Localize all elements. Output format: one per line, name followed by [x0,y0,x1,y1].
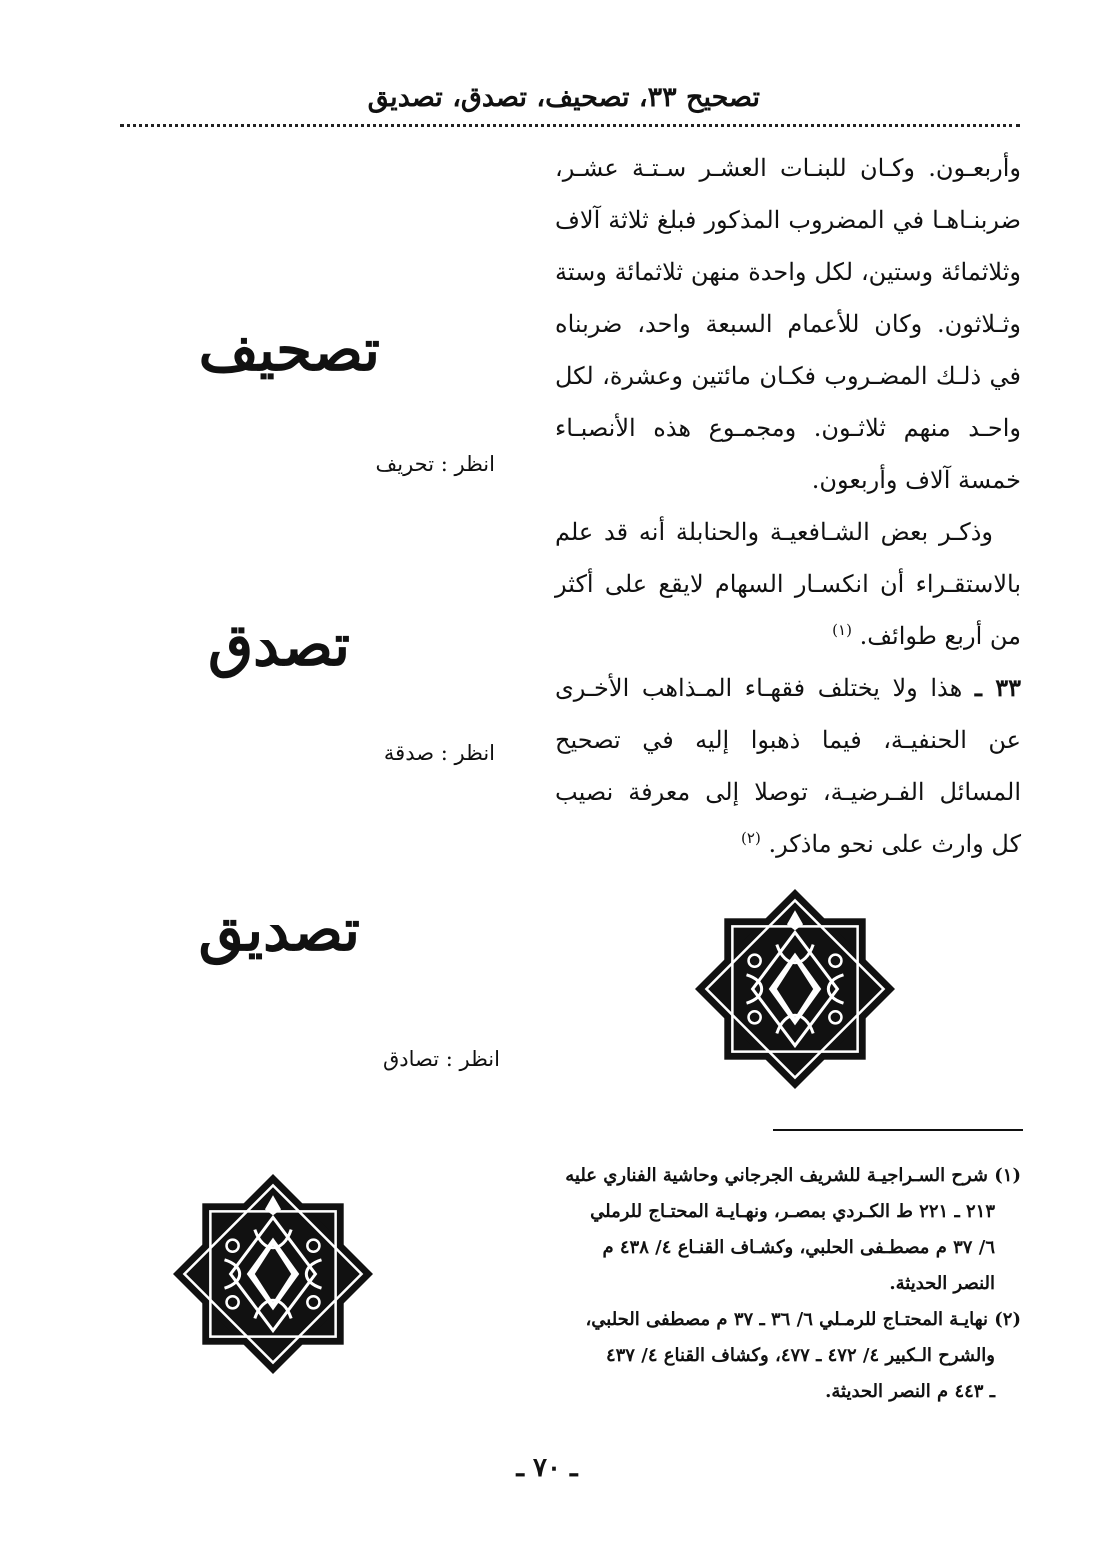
entry-heading-tasdiq: تصديق [198,896,360,964]
section-33-paragraph [555,662,1021,870]
header-dotted-rule [120,124,1020,127]
body-paragraph-1: وأربعـون. وكـان للبنـات العشـر سـتـة عشـر، ضربنـاهـا في المضروب المذكور فبلغ ثلاثة آلاف وثلاثمائة وستين، لكل واحدة منهن ثلاثمائة وستة وثـلاثون. وكان للأعمام السبعة واحد، ضربناه في ذلـك المضـروب فكـان مائتين وعشرة، لكل واحـد منهم ثلاثـون. ومجمـوع هذه الأنصبـاء خمسة آلاف وأربعون. [555,154,1021,494]
section-number: ٣٣ ـ [974,673,1021,702]
footnote-1-line-2: ٢١٣ ـ ٢٢١ ط الكـردي بمصـر، ونهـايـة المحتـاج للرملي [590,1201,995,1222]
section-33-text: هذا ولا يختلف فقهـاء المـذاهب الأخـرى عن الحنفيـة، فيما ذهبوا إليه في تصحيح المسائل الفـرضيـة، توصلا إلى معرفة نصيب كل وارث على نحو ماذكر. [555,674,1021,858]
arabesque-star-ornament-lower [172,1173,374,1375]
arabesque-star-ornament [694,888,896,1090]
footnote-1-line-1 [555,1158,1021,1194]
entry-heading-tashif: تصحيف [198,316,380,384]
footnote-1-text: شرح السـراجيـة للشريف الجرجاني وحاشية الفناري عليه [565,1165,988,1186]
footnote-1-line-3: ٦/ ٣٧ م مصطـفى الحلبي، وكشـاف القنـاع ٤/ ٤٣٨ م [602,1237,995,1258]
footnote-2-line-1 [555,1302,1021,1338]
footnote-separator-rule [773,1129,1023,1131]
footnotes-block [555,1158,1021,1410]
main-text-column [555,142,1021,870]
entry-see-reference-tasdiq: انظر : تصادق [382,1047,500,1071]
footnote-2-marker: (٢) [994,1309,1021,1330]
footnote-1-line-4: النصر الحديثة. [889,1273,995,1294]
entry-see-reference-tashif: انظر : تحريف [375,452,495,476]
page-number: ـ ٧٠ ـ [516,1453,578,1483]
footnote-2-line-2: والشرح الـكبير ٤/ ٤٧٢ ـ ٤٧٧، وكشاف القناع ٤/ ٤٣٧ [605,1345,995,1366]
body-paragraph-2 [555,506,1021,662]
entry-heading-tasaddaq: تصدق [208,611,350,679]
footnote-2-text: نهايـة المحتـاج للرمـلي ٦/ ٣٦ ـ ٣٧ م مصطفى الحلبي، [585,1309,988,1330]
body-paragraph-2-text: وذكـر بعض الشـافعيـة والحنابلة أنه قد علم بالاستقـراء أن انكسـار السهام لايقع على أكثر من أربع طوائف. [555,518,1021,650]
footnote-reference-1: (١) [832,621,852,639]
footnote-1-marker: (١) [994,1165,1021,1186]
footnote-2-line-3: ـ ٤٤٣ م النصر الحديثة. [825,1381,995,1402]
entry-see-reference-tasaddaq: انظر : صدقة [383,741,495,765]
footnote-reference-2: (٢) [741,829,761,847]
running-header: تصحيح ٣٣، تصحيف، تصدق، تصديق [367,82,760,113]
